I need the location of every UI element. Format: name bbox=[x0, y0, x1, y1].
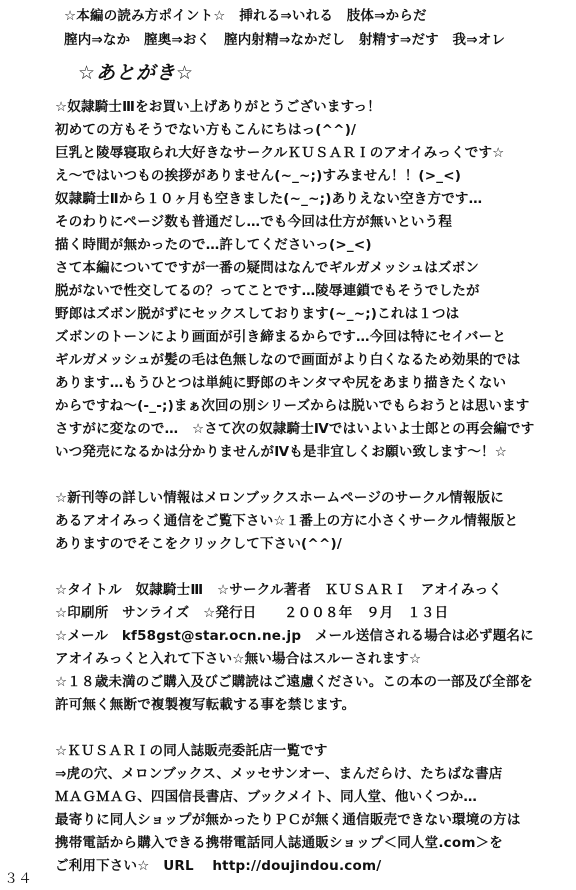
afterword-line: そのわりにページ数も普通だし…でも今回は仕方が無いという程 bbox=[55, 214, 453, 230]
page-number: ３４ bbox=[4, 872, 32, 887]
afterword-line: 描く時間が無かったので…許してくださいっ(>_<) bbox=[55, 237, 372, 253]
afterword-line: あります…もうひとつは単純に野郎のキンタマや尻をあまり描きたくない bbox=[55, 375, 507, 391]
afterword-line: さすがに変なので… ☆さて次の奴隷騎士Ⅳではいよいよ士郎との再会編です bbox=[55, 421, 535, 437]
afterword-heading: ☆あとがき☆ bbox=[78, 62, 195, 84]
colophon-line: ☆印刷所 サンライズ ☆発行日 ２００８年 ９月 １３日 bbox=[55, 605, 449, 621]
header-line-1: ☆本編の読み方ポイント☆ 挿れる⇒いれる 肢体⇒からだ bbox=[64, 8, 427, 24]
afterword-line: ズボンのトーンにより画面が引き締まるからです…今回は特にセイバーと bbox=[55, 329, 507, 345]
shops-line: 最寄りに同人ショップが無かったりＰＣが無く通信販売できない環境の方は bbox=[55, 812, 521, 828]
afterword-line: 奴隷騎士Ⅱから１０ヶ月も空きました(~_~;)ありえない空き方です… bbox=[55, 191, 483, 207]
afterword-line: 野郎はズボン脱がずにセックスしております(~_~;)これは１つは bbox=[55, 306, 460, 322]
shops-line: ☆ＫＵＳＡＲＩの同人誌販売委託店一覧です bbox=[55, 743, 328, 759]
info-line: あるアオイみっく通信をご覧下さい☆１番上の方に小さくサークル情報版と bbox=[55, 513, 519, 529]
colophon-line: アオイみっくと入れて下さい☆無い場合はスルーされます☆ bbox=[55, 651, 422, 667]
colophon-line: ☆１８歳未満のご購入及びご購読はご遠慮ください。この本の一部及び全部を bbox=[55, 674, 534, 690]
afterword-line: 脱がないで性交してるの？ってことです…陵辱連鎖でもそうでしたが bbox=[55, 283, 480, 299]
shops-line: ＭＡＧＭＡＧ、四国信長書店、ブックメイト、同人堂、他いくつか… bbox=[55, 789, 478, 805]
afterword-line: 初めての方もそうでない方もこんにちはっ(^^)/ bbox=[55, 122, 357, 138]
info-line: ☆新刊等の詳しい情報はメロンブックスホームページのサークル情報版に bbox=[55, 490, 504, 506]
afterword-line: ☆奴隷騎士Ⅲをお買い上げありがとうございますっ！ bbox=[55, 99, 381, 115]
afterword-line: さて本編についてですが一番の疑問はなんでギルガメッシュはズボン bbox=[55, 260, 480, 276]
colophon-line: 許可無く無断で複製複写転載する事を禁じます。 bbox=[55, 697, 356, 713]
shops-line: ⇒虎の穴、メロンブックス、メッセサンオー、まんだらけ、たちばな書店 bbox=[55, 766, 503, 782]
shops-line: ご利用下さい☆ URL http://doujindou.com/ bbox=[55, 858, 382, 874]
afterword-line: ギルガメッシュが髪の毛は色無しなので画面がより白くなるため効果的では bbox=[55, 352, 521, 368]
shops-line: 携帯電話から購入できる携帯電話同人誌通販ショップ＜同人堂.com＞を bbox=[55, 835, 504, 851]
afterword-line: からですね～(-_-;)まぁ次回の別シリーズからは脱いでもらおうとは思います bbox=[55, 398, 530, 414]
info-line: ありますのでそこをクリックして下さい(^^)/ bbox=[55, 536, 342, 552]
colophon-line: ☆メール kf58gst@star.ocn.ne.jp メール送信される場合は必ず題名に bbox=[55, 628, 534, 644]
afterword-line: え～ではいつもの挨拶がありません(~_~;)すみません！！(>_<) bbox=[55, 168, 462, 184]
afterword-line: いつ発売になるかは分かりませんがⅣも是非宜しくお願い致します～！☆ bbox=[55, 444, 508, 460]
colophon-line: ☆タイトル 奴隷騎士Ⅲ ☆サークル著者 ＫＵＳＡＲＩ アオイみっく bbox=[55, 582, 503, 598]
header-line-2: 膣内⇒なか 膣奥⇒おく 膣内射精⇒なかだし 射精す⇒だす 我⇒オレ bbox=[64, 32, 506, 48]
afterword-line: 巨乳と陵辱寝取られ大好きなサークルＫＵＳＡＲＩのアオイみっくです☆ bbox=[55, 145, 505, 161]
